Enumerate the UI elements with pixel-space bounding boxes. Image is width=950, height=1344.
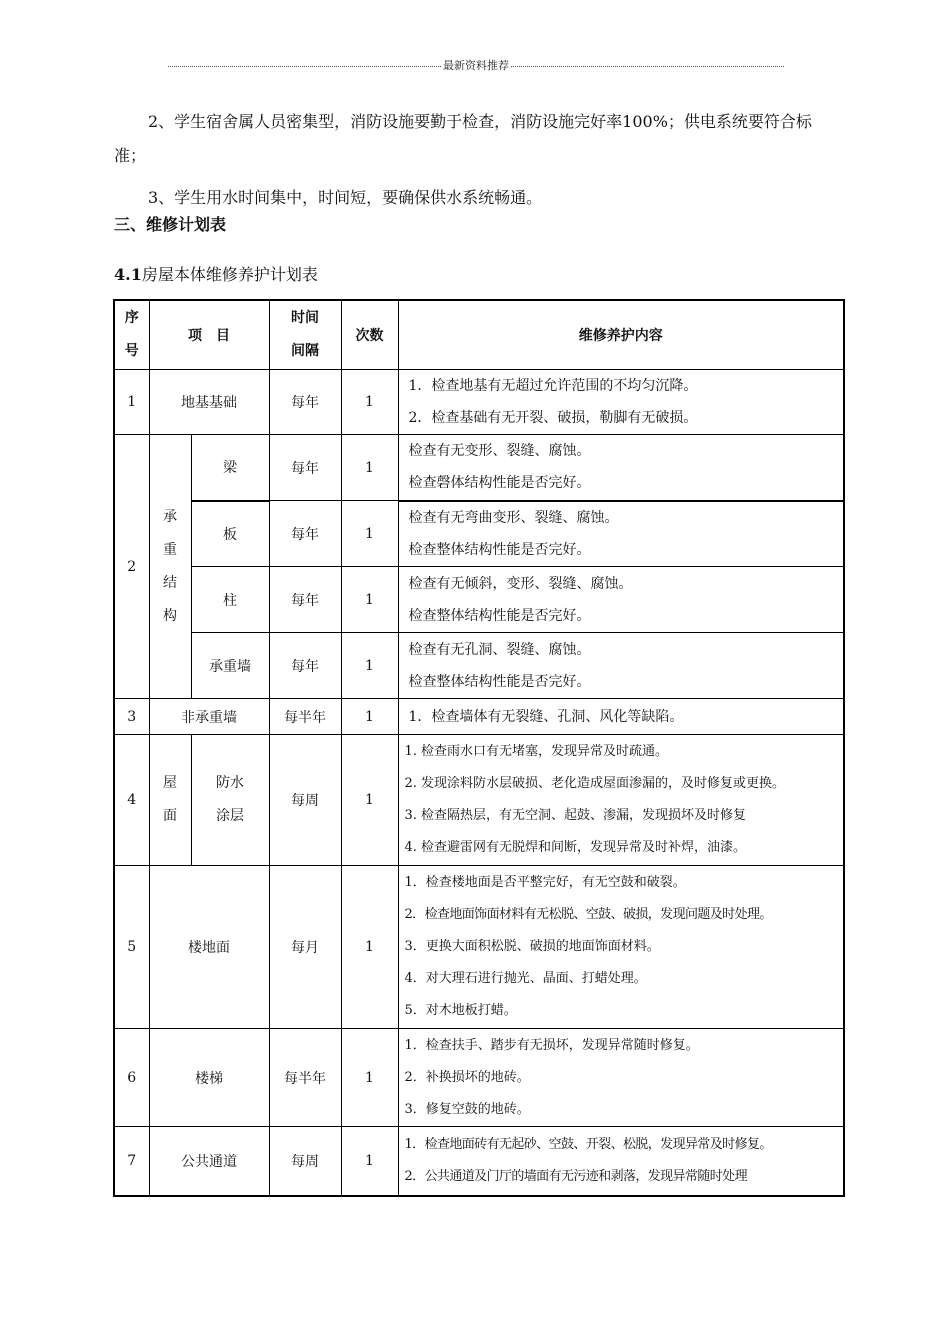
table-title — [114, 262, 318, 285]
table-row — [114, 699, 844, 735]
table-row — [114, 735, 844, 866]
maintenance-plan-table — [113, 299, 845, 1197]
row-content: 检查有无弯曲变形、裂缝、腐蚀。 检查整体结构性能是否完好。 — [398, 501, 844, 567]
row-interval: 每月 — [269, 866, 341, 1029]
row-times: 1 — [341, 370, 398, 435]
row-item: 梁 — [191, 435, 269, 501]
row-times: 1 — [341, 501, 398, 567]
row-interval: 每半年 — [269, 1029, 341, 1127]
header-interval: 时间间隔 — [269, 300, 341, 370]
header-text: 最新资料推荐 — [443, 59, 509, 72]
row-content: 1．检查地基有无超过允许范围的不均匀沉降。 2．检查基础有无开裂、破损，勒脚有无破损。 — [398, 370, 844, 435]
row-interval: 每年 — [269, 501, 341, 567]
row-seq: 2 — [114, 435, 149, 699]
row-item: 防水涂层 — [191, 735, 269, 866]
row-interval: 每周 — [269, 1127, 341, 1196]
table-header-row — [114, 300, 844, 370]
header-dots-right — [511, 66, 784, 67]
row-times: 1 — [341, 435, 398, 501]
page-header — [168, 55, 784, 75]
row-group: 承重结构 — [149, 435, 191, 699]
row-interval: 每年 — [269, 370, 341, 435]
row-content: 1．检查扶手、踏步有无损坏，发现异常随时修复。 2．补换损坏的地砖。 3．修复空鼓的地砖。 — [398, 1029, 844, 1127]
row-item: 柱 — [191, 567, 269, 633]
row-item: 楼地面 — [149, 866, 269, 1029]
row-interval: 每年 — [269, 435, 341, 501]
paragraph-3: 3、学生用水时间集中，时间短，要确保供水系统畅通。 — [148, 188, 543, 207]
row-content: 1．检查墙体有无裂缝、孔洞、风化等缺陷。 — [398, 699, 844, 735]
row-times: 1 — [341, 567, 398, 633]
row-times: 1 — [341, 735, 398, 866]
row-item: 板 — [191, 501, 269, 567]
row-content: 1．检查地面砖有无起砂、空鼓、开裂、松脱，发现异常及时修复。 2．公共通道及门厅的墙面有无污迹和剥落，发现异常随时处理 — [398, 1127, 844, 1196]
row-seq: 5 — [114, 866, 149, 1029]
paragraph-2: 2、学生宿舍属人员密集型，消防设施要勤于检查，消防设施完好率100%；供电系统要符合标准； — [114, 112, 812, 165]
table-row — [114, 501, 844, 567]
table-row — [114, 435, 844, 501]
table-title-text: 房屋本体维修养护计划表 — [141, 265, 318, 284]
row-seq: 3 — [114, 699, 149, 735]
row-seq: 7 — [114, 1127, 149, 1196]
header-seq: 序号 — [114, 300, 149, 370]
row-times: 1 — [341, 699, 398, 735]
row-item: 承重墙 — [191, 633, 269, 699]
row-item: 公共通道 — [149, 1127, 269, 1196]
table-row — [114, 1127, 844, 1196]
row-interval: 每年 — [269, 633, 341, 699]
row-content: 1. 检查雨水口有无堵塞，发现异常及时疏通。 2. 发现涂料防水层破损、老化造成屋面渗漏的，及时修复或更换。 3. 检查隔热层，有无空洞、起鼓、渗漏，发现损坏及时修复 4. 检查避雷网有无脱焊和间断，发现异常及时补焊，油漆。 — [398, 735, 844, 866]
header-times: 次数 — [341, 300, 398, 370]
row-seq: 4 — [114, 735, 149, 866]
row-content: 检查有无倾斜，变形、裂缝、腐蚀。 检查整体结构性能是否完好。 — [398, 567, 844, 633]
row-seq: 1 — [114, 370, 149, 435]
row-content: 检查有无变形、裂缝、腐蚀。 检查磬体结构性能是否完好。 — [398, 435, 844, 501]
row-times: 1 — [341, 866, 398, 1029]
table-row — [114, 866, 844, 1029]
row-times: 1 — [341, 1029, 398, 1127]
table-row — [114, 633, 844, 699]
row-content: 检查有无孔洞、裂缝、腐蚀。 检查整体结构性能是否完好。 — [398, 633, 844, 699]
table-row — [114, 1029, 844, 1127]
table-title-number: 4.1 — [114, 265, 142, 284]
row-item: 非承重墙 — [149, 699, 269, 735]
row-interval: 每年 — [269, 567, 341, 633]
row-content: 1．检查楼地面是否平整完好，有无空鼓和破裂。 2．检查地面饰面材料有无松脱、空鼓、破损，发现问题及时处理。 3．更换大面积松脱、破损的地面饰面材料。 4．对大理石进行抛光、晶面、打蜡处理。 5．对木地板打蜡。 — [398, 866, 844, 1029]
row-seq: 6 — [114, 1029, 149, 1127]
table-row — [114, 370, 844, 435]
header-item: 项 目 — [149, 300, 269, 370]
section-heading: 三、维修计划表 — [114, 215, 227, 234]
row-interval: 每周 — [269, 735, 341, 866]
row-times: 1 — [341, 1127, 398, 1196]
row-item: 楼梯 — [149, 1029, 269, 1127]
row-item: 地基基础 — [149, 370, 269, 435]
row-interval: 每半年 — [269, 699, 341, 735]
table-row — [114, 567, 844, 633]
row-group: 屋面 — [149, 735, 191, 866]
header-dots-left — [168, 66, 441, 67]
row-times: 1 — [341, 633, 398, 699]
header-content: 维修养护内容 — [398, 300, 844, 370]
